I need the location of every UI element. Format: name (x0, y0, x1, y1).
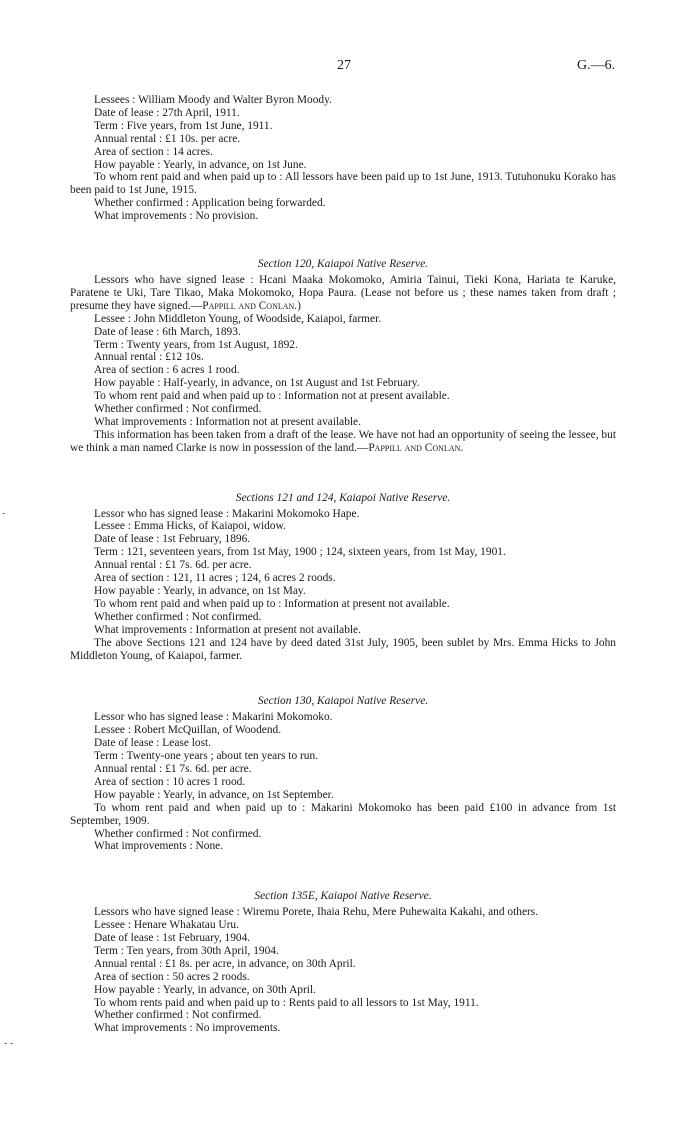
entry-line: Lessee : Henare Whakatau Uru. (94, 919, 239, 932)
entry-line: What improvements : Information not at present available. (94, 415, 361, 428)
entry-line: Annual rental : £1 10s. per acre. (94, 132, 241, 145)
entry-line: Term : 121, seventeen years, from 1st May, 1900 ; 124, sixteen years, from 1st May, 1901. (94, 546, 506, 559)
entry-paragraph: To whom rent paid and when paid up to : All lessors have been paid up to 1st June, 1913. Tutuhonuku Korako has been paid to 1st June, 1915. (70, 171, 616, 197)
entry-line: Whether confirmed : Not confirmed. (94, 403, 262, 416)
entry-line: Area of section : 6 acres 1 rood. (94, 364, 240, 377)
entry-line: Area of section : 50 acres 2 roods. (94, 970, 250, 983)
entry-line: Area of section : 10 acres 1 rood. (94, 775, 246, 788)
section-title (70, 890, 616, 903)
entry-line: Date of lease : 1st February, 1896. (94, 533, 251, 546)
entry-line: Whether confirmed : Application being forwarded. (94, 197, 326, 210)
entry-line: How payable : Half-yearly, in advance, on 1st August and 1st February. (94, 377, 420, 390)
entry-line: Date of lease : 27th April, 1911. (94, 106, 240, 119)
entry-line: What improvements : No improvements. (94, 1022, 281, 1035)
entry-line: To whom rent paid and when paid up to : Information not at present available. (94, 390, 450, 403)
section-title: Section 130, Kaiapoi Native Reserve. (257, 695, 429, 708)
entry-line: What improvements : None. (94, 840, 224, 853)
note-text: This information has been taken from a draft of the lease. We have not had an opportunity of seeing the lessee, but we think a man named Clarke is now in possession of the land.— (70, 428, 616, 454)
entry-line: Lessors who have signed lease : Wiremu Porete, Ihaia Rehu, Mere Puhewaita Kakahi, and others. (94, 906, 539, 919)
entry-line: Lessee : John Middleton Young, of Woodside, Kaiapoi, farmer. (94, 312, 382, 325)
entry-line: Term : Twenty years, from 1st August, 1892. (94, 338, 298, 351)
title-suffix: E (307, 890, 315, 903)
entry-line: To whom rent paid and when paid up to : Information at present not available. (94, 597, 450, 610)
title-end: , Kaiapoi Native Reserve. (314, 890, 432, 903)
page-number: 27 (337, 58, 351, 73)
entry-line: Area of section : 14 acres. (94, 145, 213, 158)
section-title: Section 120, Kaiapoi Native Reserve. (257, 258, 429, 271)
entry-line: Whether confirmed : Not confirmed. (94, 1009, 262, 1022)
entry-line: Date of lease : Lease lost. (94, 737, 212, 750)
entry-line: Whether confirmed : Not confirmed. (94, 827, 262, 840)
document-reference: G.—6. (577, 58, 616, 73)
entry-line: To whom rents paid and when paid up to : Rents paid to all lessors to 1st May, 1911. (94, 996, 479, 1009)
section-title: Sections 121 and 124, Kaiapoi Native Reserve. (235, 491, 451, 504)
signature: Pappill and Conlan. (368, 441, 464, 454)
entry-line: Lessees : William Moody and Walter Byron Moody. (94, 94, 332, 106)
entry-line: What improvements : No provision. (94, 210, 259, 223)
scan-mark: ‐ ‐ (4, 1038, 14, 1049)
entry-line: Lessor who has signed lease : Makarini Mokomoko. (94, 711, 333, 724)
entry-line: Lessee : Robert McQuillan, of Woodend. (94, 724, 282, 737)
entry-line: Date of lease : 1st February, 1904. (94, 932, 251, 945)
note-paragraph (70, 429, 616, 455)
entry-line: Term : Twenty-one years ; about ten years to run. (94, 750, 319, 763)
entry-line: Annual rental : £1 8s. per acre, in advance, on 30th April. (94, 957, 356, 970)
entry-line: How payable : Yearly, in advance, on 30th April. (94, 983, 316, 996)
entry-line: Lessee : Emma Hicks, of Kaiapoi, widow. (94, 520, 286, 533)
entry-line: Term : Ten years, from 30th April, 1904. (94, 944, 279, 957)
entry-line: What improvements : Information at present not available. (94, 623, 361, 636)
entry-line: How payable : Yearly, in advance, on 1st May. (94, 585, 306, 597)
entry-line: How payable : Yearly, in advance, on 1st June. (94, 158, 307, 171)
entry-line: Annual rental : £12 10s. (94, 351, 204, 364)
signature: Pappill and Conlan. (202, 299, 298, 312)
entry-line: Annual rental : £1 7s. 6d. per acre. (94, 762, 252, 775)
entry-line: Annual rental : £1 7s. 6d. per acre. (94, 559, 252, 572)
section-135e-entry (70, 890, 616, 1035)
page-header (0, 60, 700, 78)
sections-121-124-entry (70, 492, 616, 663)
entry-line: Lessor who has signed lease : Makarini Mokomoko Hape. (94, 507, 360, 520)
entry-line: Term : Five years, from 1st June, 1911. (94, 119, 273, 132)
lessors-text: Lessors who have signed lease : Hcani Maaka Mokomoko, Amiria Tainui, Tieki Kona, Hariata te Karuke, Paratene te Uki, Tare Tikao, Maka Mokomoko, Hopa Paura. (Lease not before us ; these names taken from draft ; presume they have signed.— (70, 273, 616, 312)
document-body (70, 94, 616, 1035)
title-main: Section 135 (254, 890, 308, 903)
scan-mark: ‐ (2, 508, 6, 519)
entry-line: Date of lease : 6th March, 1893. (94, 325, 241, 338)
section-130-entry (70, 695, 616, 853)
entry-line: Whether confirmed : Not confirmed. (94, 610, 262, 623)
section-120-entry (70, 258, 616, 455)
entry-paragraph: To whom rent paid and when paid up to : Makarini Mokomoko has been paid £100 in advance from 1st September, 1909. (70, 801, 616, 827)
entry-line: Area of section : 121, 11 acres ; 124, 6 acres 2 roods. (94, 572, 336, 585)
lease-entry-continued (70, 94, 616, 223)
entry-line: How payable : Yearly, in advance, on 1st September. (94, 788, 334, 801)
sublet-paragraph: The above Sections 121 and 124 have by deed dated 31st July, 1905, been sublet by Mrs. Emma Hicks to John Middleton Young, of Kaiapoi, farmer. (70, 636, 616, 662)
lessors-paragraph (70, 274, 616, 313)
closing-paren: ) (297, 299, 301, 312)
